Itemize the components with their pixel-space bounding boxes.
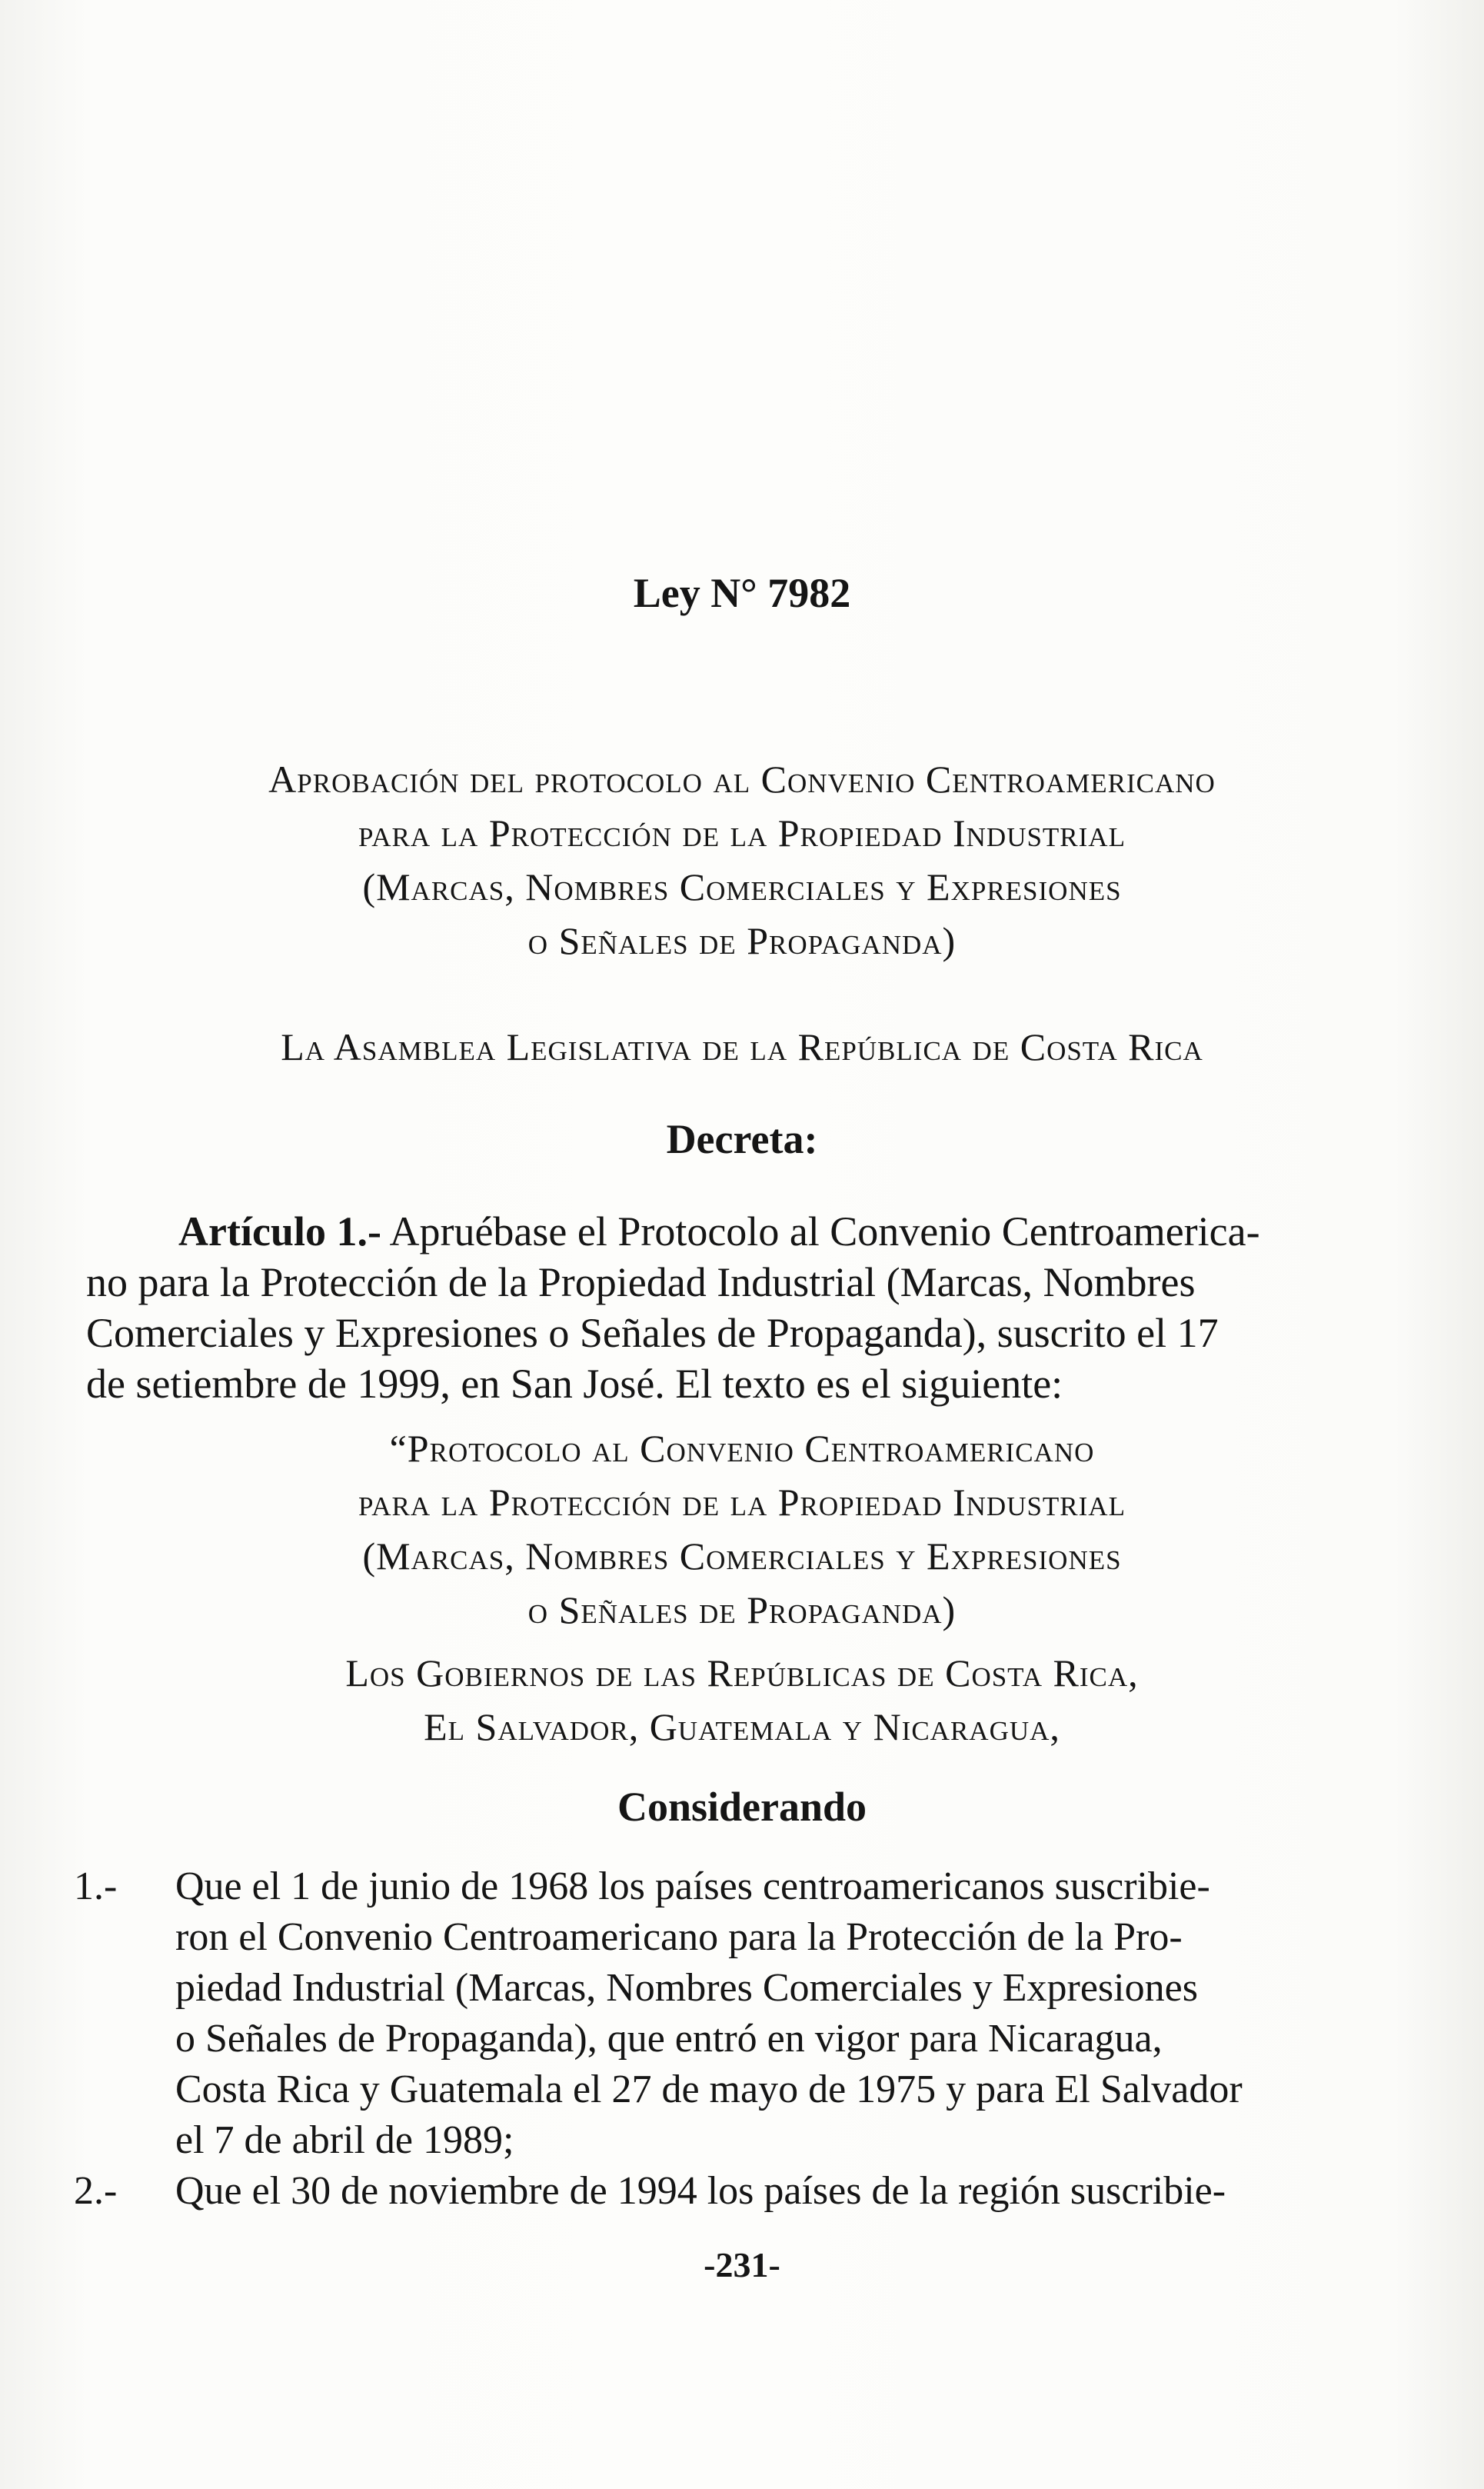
article-1-label: Artículo 1.- — [178, 1208, 381, 1254]
item-text — [175, 1861, 1304, 2166]
article-1-text: Apruébase el Protocolo al Convenio Centroamerica- — [381, 1208, 1260, 1254]
protocol-heading — [0, 1421, 1484, 1637]
list-item — [74, 2166, 1304, 2217]
item-line: ron el Convenio Centroamericano para la Protección de la Pro- — [175, 1915, 1183, 1959]
law-subject-heading — [0, 752, 1484, 968]
item-line: piedad Industrial (Marcas, Nombres Comerciales y Expresiones — [175, 1966, 1198, 2010]
protocol-heading-line: para la Protección de la Propiedad Industrial — [358, 1481, 1126, 1524]
article-1-line: de setiembre de 1999, en San José. El texto es el siguiente: — [86, 1361, 1063, 1407]
assembly-heading: La Asamblea Legislativa de la República de Costa Rica — [281, 1025, 1203, 1068]
item-line: el 7 de abril de 1989; — [175, 2118, 514, 2162]
protocol-heading-line: o Señales de Propaganda) — [527, 1588, 957, 1631]
item-number: 1.- — [74, 1864, 118, 1908]
item-number: 2.- — [74, 2169, 118, 2213]
item-line: Que el 30 de noviembre de 1994 los países de la región suscribie- — [175, 2169, 1226, 2213]
list-item — [74, 1861, 1304, 2166]
page-number: -231- — [704, 2245, 780, 2284]
article-1 — [86, 1206, 1301, 1409]
governments-line: Los Gobiernos de las Repúblicas de Costa Rica, — [345, 1651, 1139, 1694]
item-line: Que el 1 de junio de 1968 los países centroamericanos suscribie- — [175, 1864, 1210, 1908]
law-title: Ley N° 7982 — [633, 570, 851, 616]
article-1-first-line — [86, 1206, 1301, 1257]
article-1-line: Comerciales y Expresiones o Señales de Propaganda), suscrito el 17 — [86, 1310, 1219, 1356]
governments-line: El Salvador, Guatemala y Nicaragua, — [424, 1705, 1060, 1748]
governments-heading — [0, 1646, 1484, 1754]
item-text — [175, 2166, 1304, 2217]
considerations-list — [74, 1861, 1304, 2217]
considerando-heading: Considerando — [617, 1784, 867, 1830]
item-line: Costa Rica y Guatemala el 27 de mayo de 1975 y para El Salvador — [175, 2068, 1243, 2111]
decreta-heading: Decreta: — [666, 1116, 818, 1162]
heading-line: o Señales de Propaganda) — [527, 919, 957, 962]
heading-line: (Marcas, Nombres Comerciales y Expresiones — [362, 865, 1122, 908]
article-1-line: no para la Protección de la Propiedad Industrial (Marcas, Nombres — [86, 1259, 1196, 1305]
heading-line: Aprobación del protocolo al Convenio Centroamericano — [268, 758, 1216, 801]
protocol-heading-line: “Protocolo al Convenio Centroamericano — [389, 1427, 1095, 1470]
protocol-heading-line: (Marcas, Nombres Comerciales y Expresiones — [362, 1534, 1122, 1578]
item-line: o Señales de Propaganda), que entró en vigor para Nicaragua, — [175, 2017, 1163, 2061]
heading-line: para la Protección de la Propiedad Industrial — [358, 811, 1126, 855]
